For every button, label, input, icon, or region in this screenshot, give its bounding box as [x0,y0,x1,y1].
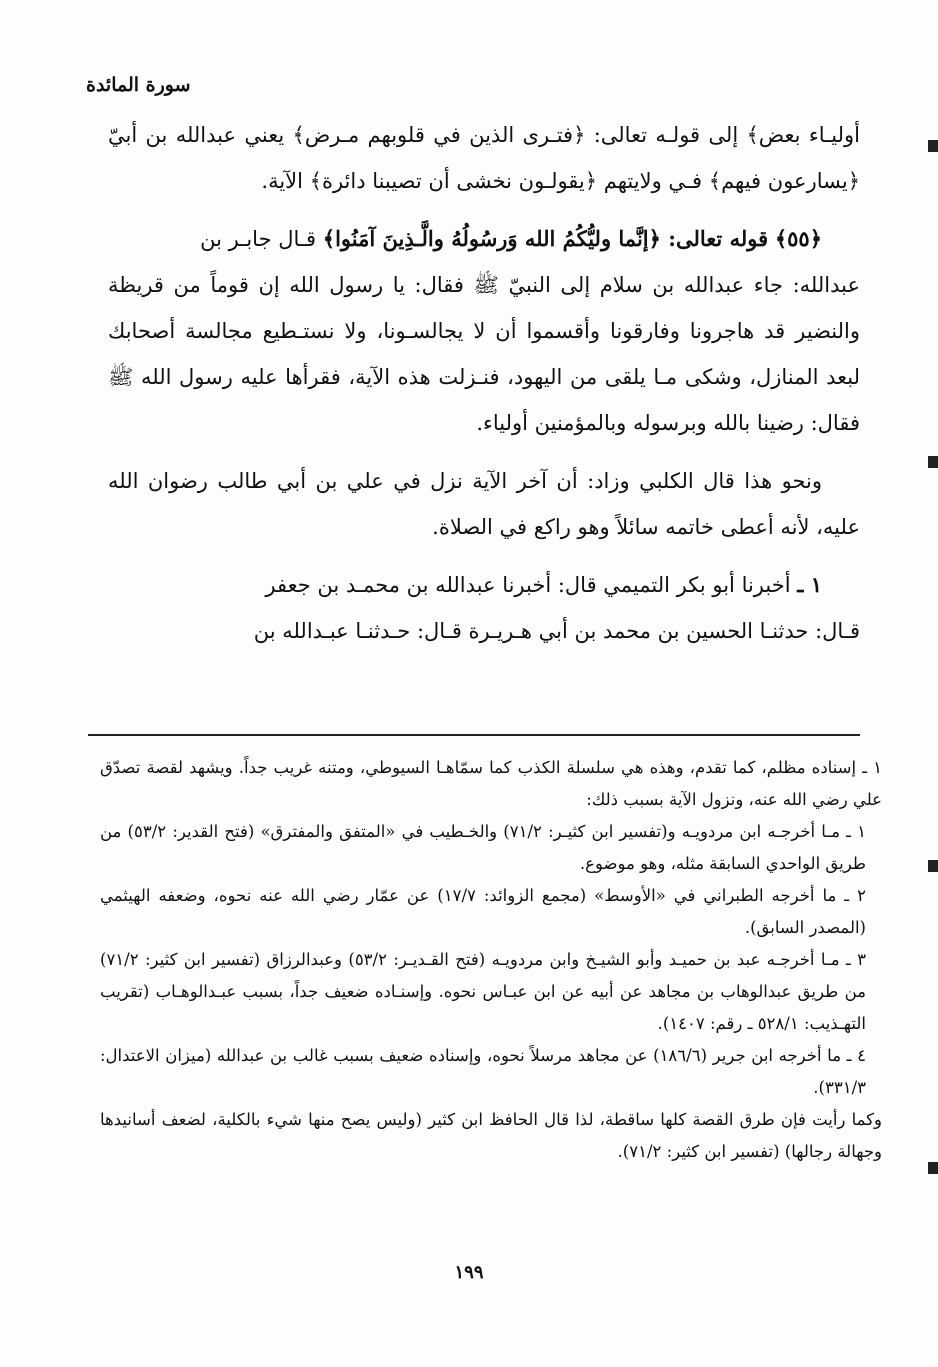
main-paragraph-1: أوليـاء بعض﴾ إلى قولـه تعالى: ﴿فتـرى الذين في قلوبهم مـرض﴾ يعني عبدالله بن أبيّ ﴿يسارعون فيهم﴾ فـي ولايتهم ﴿يقولـون نخشى أن تصيبنا دائرة﴾ الآية. [108,123,860,193]
narration-text: أخبرنا أبو بكر التميمي قال: أخبرنا عبدالله بن محمـد بن جعفر [265,573,791,597]
margin-mark [928,456,938,468]
verse-paragraph [108,216,860,262]
main-text [108,112,860,654]
verse-number: ﴿٥٥﴾ [774,226,822,251]
margin-mark [928,860,938,872]
verse-intro: قوله تعالى: ﴿إنَّما وليُّكُمُ الله وَرسُولُهُ والَّـذِينَ آمَنُوا﴾ [322,226,769,251]
footnote-conclusion: وكما رأيت فإن طرق القصة كلها ساقطة، لذا قال الحافظ ابن كثير (وليس يصح منها شيء بالكلية، لضعف أسانيدها وجهالة رجالها) (تفسير ابن كثير: ٧١/٢). [100,1110,882,1161]
footnote-item-3: ٣ ـ مـا أخرجـه عبد بن حميـد وأبو الشيـخ وابن مردويـه (فتح القـديـر: ٥٣/٢) وعبدالرزاق (تفسير ابن كثير: ٧١/٢) من طريق عبدالوهاب بن مجاهد عن أبيه عن ابن عبـاس نحوه. وإسنـاده ضعيف جداً، بسبب عبـدالوهـاب (تقريب التهـذيب: ٥٢٨/١ ـ رقم: ١٤٠٧). [100,950,867,1033]
verse-intro-rest: قـال جابـر بن [200,227,317,251]
main-paragraph-3: ونحو هذا قال الكلبي وزاد: أن آخر الآية نزل في علي بن أبي طالب رضوان الله عليه، لأنه أعطى خاتمه سائلاً وهو راكع في الصلاة. [108,469,860,539]
main-paragraph-4: قـال: حدثنـا الحسين بن محمد بن أبي هـريـرة قـال: حـدثنـا عبـدالله بن [253,619,860,643]
footnotes [100,752,882,1168]
footnote-separator [88,734,860,736]
narration-paragraph [108,562,860,608]
margin-mark [928,140,938,152]
footnote-item-2: ٢ ـ ما أخرجه الطبراني في «الأوسط» (مجمع الزوائد: ١٧/٧) عن عمّار رضي الله عنه نحوه، وضعفه الهيثمي (المصدر السابق). [100,886,866,937]
footnote-main: ١ ـ إسناده مظلم، كما تقدم، وهذه هي سلسلة الكذب كما سمّاهـا السيوطي، ومتنه غريب جداً. ويشهد لقصة تصدّق علي رضي الله عنه، ونزول الآية بسبب ذلك: [100,758,882,809]
surah-title: سورة المائدة [86,74,191,96]
footnote-item-1: ١ ـ مـا أخرجـه ابن مردويـه و(تفسير ابن كثيـر: ٧١/٢) والخـطيب في «المتفق والمفترق» (فتح القدير: ٥٣/٢) من طريق الواحدي السابقة مثله، وهو موضوع. [100,822,866,873]
page-number: ١٩٩ [454,1262,484,1283]
footnote-item-4: ٤ ـ ما أخرجه ابن جرير (١٨٦/٦) عن مجاهد مرسلاً نحوه، وإسناده ضعيف بسبب غالب بن عبدالله (ميزان الاعتدال: ٣٣١/٣). [100,1046,866,1097]
narration-number: ١ ـ [797,572,822,597]
margin-mark [928,1162,938,1174]
main-paragraph-2: عبدالله: جاء عبدالله بن سلام إلى النبيّ ﷺ فقال: يا رسول الله إن قوماً من قريظة والنضير قد هاجرونا وفارقونا وأقسموا أن لا يجالسـونا، ولا نستـطيع مجالسة أصحابك لبعد المنازل، وشكى مـا يلقى من اليهود، فنـزلت هذه الآية، فقرأها عليه رسول الله ﷺ فقال: رضينا بالله وبرسوله وبالمؤمنين أولياء. [108,273,860,435]
